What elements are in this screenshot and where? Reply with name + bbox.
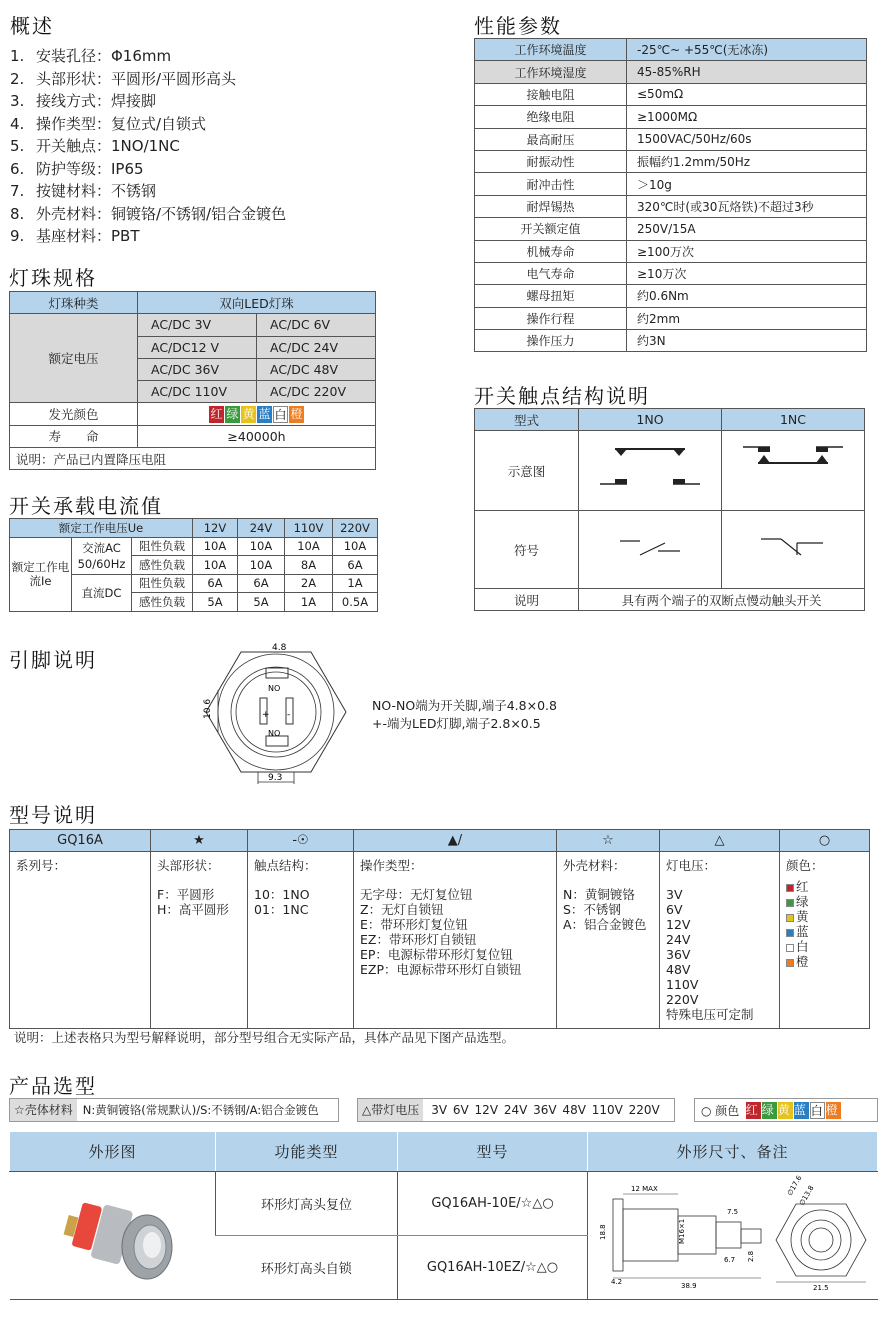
overview-item-number: 6. (10, 159, 25, 178)
cell-line: 48V (666, 962, 691, 977)
dc-label: 直流DC (72, 574, 132, 611)
load-value: 10A (193, 556, 238, 575)
contact-type-header: 型式 (475, 409, 579, 431)
color-swatch: 蓝 (794, 1102, 809, 1119)
push-button-product-image (22, 1179, 202, 1289)
dim-label: 38.9 (680, 1281, 697, 1290)
model-header: △ (660, 830, 780, 852)
overview-item-number: 4. (10, 114, 25, 133)
dim-label: 2.8 (746, 1250, 755, 1262)
performance-value: ≥1000MΩ (627, 106, 867, 128)
color-swatch (786, 959, 794, 967)
dimension-drawing-cell (588, 1172, 878, 1300)
no-symbol (579, 511, 722, 589)
voltage-cell: AC/DC12 V (138, 336, 257, 358)
overview-item-number: 7. (10, 182, 25, 200)
cell-line: E：带环形灯复位钮 (360, 917, 468, 932)
color-cell (780, 852, 870, 1029)
color-swatch (786, 944, 794, 952)
series-cell (10, 852, 151, 1029)
lamp-title: 灯珠规格 (9, 266, 97, 290)
nc-schematic (722, 431, 865, 511)
func-type: 环形灯高头复位 (216, 1172, 398, 1236)
overview-item (10, 225, 286, 248)
color-swatch: 橙 (290, 406, 303, 421)
color-name: 绿 (796, 894, 809, 909)
color-swatch (786, 884, 794, 892)
performance-key: 螺母扭矩 (475, 285, 627, 307)
performance-row (475, 61, 867, 83)
model-header: ☆ (557, 830, 660, 852)
overview-item (10, 203, 286, 226)
product-image-cell (10, 1172, 216, 1300)
performance-key: 电气寿命 (475, 262, 627, 284)
load-value: 6A (238, 574, 285, 593)
color-line (786, 894, 863, 909)
pin-note-1: NO-NO端为开关脚,端子4.8×0.8 (372, 698, 557, 713)
performance-key: 耐冲击性 (475, 173, 627, 195)
load-value: 2A (285, 574, 333, 593)
sel-header: 功能类型 (216, 1132, 398, 1172)
contact-table (474, 408, 865, 611)
volt-header: 110V (285, 519, 333, 538)
cell-line: Z：无灯自锁钮 (360, 902, 444, 917)
dim-label: 21.5 (812, 1283, 829, 1292)
performance-row (475, 106, 867, 128)
color-swatch: 红 (746, 1102, 761, 1119)
shell-tag: ☆壳体材料 (10, 1099, 77, 1121)
dim-label: 18.8 (598, 1223, 607, 1240)
color-name: 橙 (796, 954, 809, 969)
performance-key: 开关额定值 (475, 218, 627, 240)
color-line (786, 924, 863, 939)
load-value: 10A (333, 537, 378, 556)
performance-title: 性能参数 (474, 14, 562, 38)
cell-line: 24V (666, 932, 691, 947)
cell-title: 灯电压： (666, 858, 717, 873)
color-swatch: 红 (210, 406, 223, 421)
color-swatch: 橙 (826, 1102, 841, 1119)
pin-plus-label: + (262, 710, 270, 720)
pin-diagram (196, 640, 356, 790)
performance-key: 工作环境湿度 (475, 61, 627, 83)
pin-title: 引脚说明 (9, 648, 97, 672)
life-value: ≥40000h (138, 425, 376, 447)
no-schematic-diagram (595, 439, 705, 499)
voltage-tag: △带灯电压 (358, 1099, 423, 1121)
performance-key: 最高耐压 (475, 128, 627, 150)
dim-top: 4.8 (272, 643, 287, 653)
cell-line: H：高平圆形 (157, 902, 229, 917)
performance-key: 耐振动性 (475, 150, 627, 172)
shell-material-bar (9, 1098, 339, 1122)
cell-line: 3V (666, 887, 683, 902)
contact-struct-cell (248, 852, 354, 1029)
performance-value: 320℃时(或30瓦烙铁)不超过3秒 (627, 195, 867, 217)
model-header: GQ16A (10, 830, 151, 852)
color-swatch (786, 929, 794, 937)
cell-line: 10：1NO (254, 887, 310, 902)
overview-item (10, 158, 286, 181)
overview-item (10, 45, 286, 68)
model-number: GQ16AH-10EZ/☆△○ (398, 1236, 588, 1300)
load-type: 感性负载 (132, 556, 193, 575)
nc-schematic-diagram (738, 439, 848, 499)
lamp-note: 说明：产品已内置降压电阻 (10, 448, 376, 470)
overview-item-number: 2. (10, 69, 25, 88)
performance-value: ≤50mΩ (627, 83, 867, 105)
performance-key: 绝缘电阻 (475, 106, 627, 128)
voltage-bar (357, 1098, 675, 1122)
cell-line: 无字母：无灯复位钮 (360, 887, 473, 902)
color-swatch: 蓝 (258, 406, 271, 421)
no-symbol-icon (610, 533, 690, 563)
pin-layout-drawing (196, 640, 356, 790)
load-value: 5A (238, 593, 285, 612)
dimension-drawing (591, 1174, 875, 1294)
overview-item-number: 1. (10, 47, 25, 65)
color-name: 白 (796, 939, 809, 954)
color-swatch: 白 (274, 407, 287, 422)
head-shape-cell (151, 852, 248, 1029)
performance-value: ≥10万次 (627, 262, 867, 284)
voltage-cell: AC/DC 36V (138, 358, 257, 380)
dim-label: ∅17.6 (785, 1173, 804, 1197)
cell-line: EZP：电源标带环形灯自锁钮 (360, 962, 522, 977)
performance-value: 振幅约1.2mm/50Hz (627, 150, 867, 172)
load-value: 8A (285, 556, 333, 575)
cell-line: F：平圆形 (157, 887, 215, 902)
model-number: GQ16AH-10E/☆△○ (398, 1172, 588, 1236)
overview-item (10, 135, 286, 158)
lamp-voltage-cell (660, 852, 780, 1029)
overview-item-number: 3. (10, 92, 25, 110)
overview-title: 概述 (10, 14, 54, 38)
overview-item-text: 安装孔径：Φ16mm (36, 47, 172, 65)
performance-table (474, 38, 867, 352)
performance-row (475, 173, 867, 195)
life-label: 寿 命 (10, 425, 138, 447)
color-swatch: 黄 (242, 406, 255, 421)
volt-header: 220V (333, 519, 378, 538)
load-type: 阻性负载 (132, 574, 193, 593)
load-value: 1A (333, 574, 378, 593)
overview-item-text: 接线方式：焊接脚 (36, 92, 157, 110)
shell-options: N:黄铜镀铬(常规默认)/S:不锈钢/A:铝合金镀色 (82, 1103, 319, 1117)
performance-key: 操作行程 (475, 307, 627, 329)
pin-no-top: NO (268, 684, 281, 693)
color-swatch: 黄 (778, 1102, 793, 1119)
overview-item-text: 防护等级：IP65 (36, 159, 144, 178)
overview-item-text: 操作类型：复位式/自锁式 (36, 114, 207, 133)
color-swatch (786, 899, 794, 907)
contact-no-header: 1NO (579, 409, 722, 431)
cell-line: S：不锈钢 (563, 902, 621, 917)
cell-line: 01：1NC (254, 902, 309, 917)
overview-item-number: 8. (10, 204, 25, 223)
series-label: 系列号： (16, 858, 67, 873)
cell-title: 外壳材料： (563, 858, 626, 873)
color-tag: ○ 颜色 (701, 1103, 740, 1118)
selection-title: 产品选型 (9, 1074, 97, 1098)
model-header: ▲/ (354, 830, 557, 852)
pin-note-2: +-端为LED灯脚,端子2.8×0.5 (372, 716, 541, 731)
shell-material-cell (557, 852, 660, 1029)
performance-value: -25℃~ +55℃(无冰冻) (627, 39, 867, 61)
current-group-label: 额定工作电流Ie (10, 537, 72, 611)
cell-line: 110V (666, 977, 699, 992)
color-label: 发光颜色 (10, 403, 138, 425)
voltage-cell: AC/DC 24V (257, 336, 376, 358)
load-value: 1A (285, 593, 333, 612)
operation-type-cell (354, 852, 557, 1029)
performance-value: 约2mm (627, 307, 867, 329)
color-line (786, 939, 863, 954)
nc-symbol-icon (753, 533, 833, 563)
overview-item-text: 基座材料：PBT (36, 227, 140, 245)
performance-key: 工作环境温度 (475, 39, 627, 61)
load-value: 6A (193, 574, 238, 593)
overview-item (10, 180, 286, 203)
performance-key: 机械寿命 (475, 240, 627, 262)
performance-value: 250V/15A (627, 218, 867, 240)
dim-label: M16×1 (677, 1218, 686, 1244)
performance-key: 接触电阻 (475, 83, 627, 105)
contact-desc: 具有两个端子的双断点慢动触头开关 (579, 589, 865, 611)
model-header: ○ (780, 830, 870, 852)
overview-item (10, 68, 286, 91)
voltage-cell: AC/DC 110V (138, 381, 257, 403)
sel-header: 外形图 (10, 1132, 216, 1172)
dim-label: 4.2 (610, 1277, 622, 1286)
color-swatches (138, 403, 376, 425)
ac-label: 交流AC 50/60Hz (72, 537, 132, 574)
overview-item-number: 9. (10, 227, 25, 245)
cell-line: EP：电源标带环形灯复位钮 (360, 947, 513, 962)
overview-item-number: 5. (10, 137, 25, 155)
load-type: 感性负载 (132, 593, 193, 612)
overview-item (10, 90, 286, 113)
performance-key: 耐焊锡热 (475, 195, 627, 217)
rated-voltage-header: 额定工作电压Ue (10, 519, 193, 538)
performance-row (475, 218, 867, 240)
performance-row (475, 330, 867, 352)
model-title: 型号说明 (9, 803, 97, 827)
load-value: 0.5A (333, 593, 378, 612)
lamp-table (9, 291, 376, 470)
dim-label: ∅13.8 (797, 1183, 816, 1207)
volt-header: 12V (193, 519, 238, 538)
overview-item-text: 外壳材料：铜镀铬/不锈钢/铝合金镀色 (36, 204, 287, 223)
color-swatch: 绿 (762, 1102, 777, 1119)
cell-line: 220V (666, 992, 699, 1007)
overview-item-text: 按键材料：不锈钢 (36, 182, 157, 200)
selection-table (9, 1131, 878, 1300)
performance-value: ＞10g (627, 173, 867, 195)
voltage-options: 3V 6V 12V 24V 36V 48V 110V 220V (431, 1103, 660, 1117)
symbol-label: 符号 (475, 511, 579, 589)
cell-title: 颜色： (786, 858, 824, 873)
performance-row (475, 240, 867, 262)
color-name: 蓝 (796, 924, 809, 939)
sel-header: 型号 (398, 1132, 588, 1172)
cell-title: 头部形状： (157, 858, 220, 873)
load-value: 10A (238, 556, 285, 575)
load-value: 5A (193, 593, 238, 612)
cell-line: 特殊电压可定制 (666, 1007, 754, 1022)
cell-line: A：铝合金镀色 (563, 917, 647, 932)
cell-title: 操作类型： (360, 858, 423, 873)
color-line (786, 909, 863, 924)
color-line (786, 954, 863, 969)
volt-header: 24V (238, 519, 285, 538)
color-swatch: 绿 (226, 406, 239, 421)
color-bar (694, 1098, 878, 1122)
schematic-label: 示意图 (475, 431, 579, 511)
voltage-cell: AC/DC 220V (257, 381, 376, 403)
dim-side: 10.6 (203, 698, 213, 719)
performance-row (475, 307, 867, 329)
performance-value: 约0.6Nm (627, 285, 867, 307)
contact-desc-label: 说明 (475, 589, 579, 611)
dim-label: 7.5 (726, 1207, 738, 1216)
performance-value: 45-85%RH (627, 61, 867, 83)
cell-line: 12V (666, 917, 691, 932)
model-header: ★ (151, 830, 248, 852)
load-value: 10A (238, 537, 285, 556)
performance-row (475, 285, 867, 307)
color-swatch: 白 (810, 1103, 823, 1118)
voltage-cell: AC/DC 3V (138, 314, 257, 336)
load-value: 10A (285, 537, 333, 556)
performance-row (475, 262, 867, 284)
load-title: 开关承载电流值 (9, 494, 163, 518)
color-swatch (786, 914, 794, 922)
performance-row (475, 83, 867, 105)
color-name: 红 (796, 879, 809, 894)
performance-row (475, 195, 867, 217)
pin-minus-label: - (287, 710, 291, 720)
func-type: 环形灯高头自锁 (216, 1236, 398, 1300)
pin-notes (372, 697, 557, 733)
contact-title: 开关触点结构说明 (474, 384, 650, 408)
model-header: -☉ (248, 830, 354, 852)
sel-header: 外形尺寸、备注 (588, 1132, 878, 1172)
color-options (745, 1102, 841, 1119)
overview-item-text: 头部形状：平圆形/平圆形高头 (36, 69, 237, 88)
cell-line: EZ：带环形灯自锁钮 (360, 932, 477, 947)
load-value: 6A (333, 556, 378, 575)
voltage-cell: AC/DC 48V (257, 358, 376, 380)
overview-item (10, 113, 286, 136)
nc-symbol (722, 511, 865, 589)
performance-value: ≥100万次 (627, 240, 867, 262)
cell-line: 6V (666, 902, 683, 917)
performance-row (475, 128, 867, 150)
overview-list (10, 45, 286, 248)
lamp-type-header: 灯珠种类 (10, 292, 138, 314)
voltage-cell: AC/DC 6V (257, 314, 376, 336)
load-type: 阻性负载 (132, 537, 193, 556)
performance-value: 1500VAC/50Hz/60s (627, 128, 867, 150)
lamp-value-header: 双向LED灯珠 (138, 292, 376, 314)
model-table (9, 829, 870, 1029)
no-schematic (579, 431, 722, 511)
cell-title: 触点结构： (254, 858, 317, 873)
cell-line: N：黄铜镀铬 (563, 887, 635, 902)
voltage-label: 额定电压 (10, 314, 138, 403)
dim-label: 6.7 (723, 1255, 735, 1264)
color-name: 黄 (796, 909, 809, 924)
dim-label: 12 MAX (630, 1184, 658, 1193)
contact-nc-header: 1NC (722, 409, 865, 431)
dim-bottom: 9.3 (268, 773, 283, 783)
performance-value: 约3N (627, 330, 867, 352)
performance-row (475, 150, 867, 172)
performance-key: 操作压力 (475, 330, 627, 352)
color-line (786, 879, 863, 894)
pin-no-bottom: NO (268, 729, 281, 738)
overview-item-text: 开关触点：1NO/1NC (36, 137, 180, 155)
load-value: 10A (193, 537, 238, 556)
performance-row (475, 39, 867, 61)
cell-line: 36V (666, 947, 691, 962)
model-note: 说明：上述表格只为型号解释说明，部分型号组合无实际产品，具体产品见下图产品选型。 (14, 1030, 515, 1045)
load-table (9, 518, 378, 612)
